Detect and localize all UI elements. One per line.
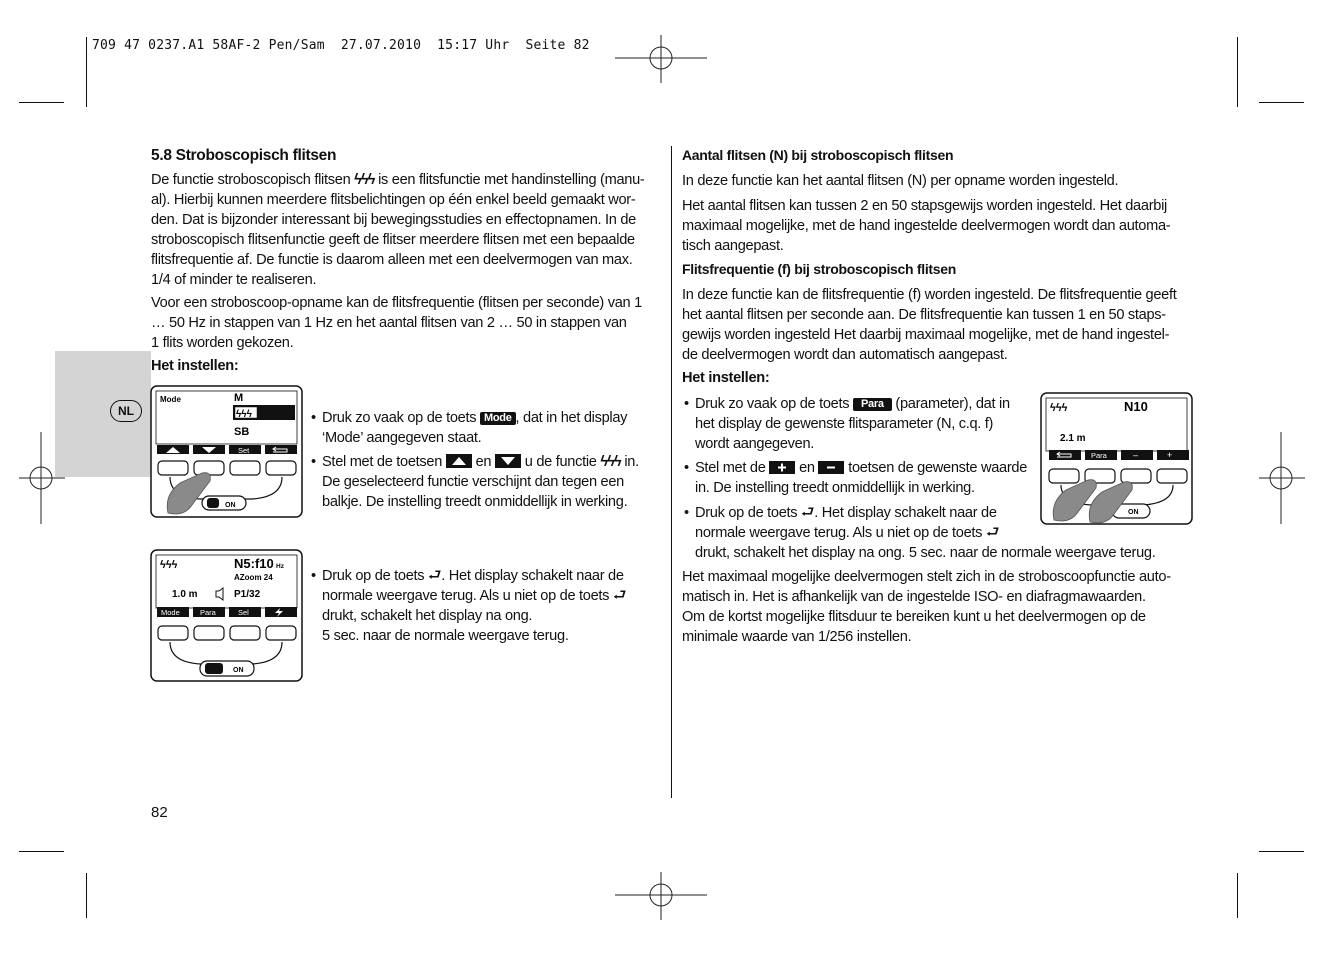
flash-display-normal [150,549,304,683]
display-key-plus: + [1167,450,1173,460]
page-number: 82 [151,804,168,821]
text: normale weergave terug. Als u niet op de toets [322,588,610,604]
text: normale weergave terug. Als u niet op de toets [695,525,983,541]
display-distance: 2.1 m [1060,433,1086,444]
display-m: M [234,392,244,404]
down-arrow-icon [495,454,521,468]
text: het display de gewenste flitsparameter (N, c.q. f) [695,416,994,432]
text: in. De instelling treedt onmiddellijk in werking. [695,480,975,496]
display-key-sel: Sel [238,608,249,617]
text-line: Voor een stroboscoop-opname kan de flitsfrequentie (flitsen per seconde) van 1 [151,295,642,311]
registration-mark-right [1259,432,1305,524]
display-hz: Hz [276,563,284,570]
text: Stel met de toetsen [322,454,443,470]
bullet-dot: • [311,410,316,426]
flash-display-mode [150,385,304,519]
text-line: maximaal mogelijke, met de hand ingestelde deelvermogen wordt dan automa- [682,218,1171,234]
subheading-het-instellen-right: Het instellen: [682,370,770,386]
bullet-return [311,566,662,646]
text-line: In deze functie kan de flitsfrequentie (f) worden ingesteld. De flitsfrequentie geeft [682,287,1177,303]
text: Stel met de [695,460,766,476]
text: en [475,454,492,470]
column-divider [671,146,672,798]
text: Druk zo vaak op de toets [322,410,477,426]
frequency-paragraph [151,293,666,353]
text: u de functie [524,454,597,470]
text: Druk zo vaak op de toets [695,396,850,412]
text-line: den. Dat is bijzonder interessant bij bewegingsstudies en effectopnamen. In de [151,212,637,228]
return-icon: ⮐ [612,587,627,604]
display-mode-label: Mode [160,395,181,404]
text-line: flitsfrequentie af. De functie is daarom alleen met een deelvermogen van max. [151,252,633,268]
bullet-dot: • [311,568,316,584]
display-distance: 1.0 m [172,589,198,600]
display-strobe: ϟϟϟ [236,409,252,420]
text: is een flitsfunctie met handinstelling (manu- [378,172,645,188]
text: Druk op de toets [322,568,425,584]
bullet-dot: • [684,505,689,521]
text-line: matisch in. Het is afhankelijk van de ingestelde ISO- en diafragmawaarden. [682,589,1146,605]
bullet-dot: • [311,454,316,470]
subheading-het-instellen: Het instellen: [151,358,239,374]
crop-mark [19,851,64,852]
display-key-para: Para [1091,451,1107,460]
display-azoom: AZoom 24 [234,573,273,582]
text-line: de deelvermogen wordt dan automatisch aangepast. [682,347,1008,363]
display-strobe: ϟϟϟ [1050,402,1068,414]
display-key-para: Para [200,608,216,617]
language-badge [110,400,142,422]
plus-icon [769,461,795,474]
return-icon: ⮐ [428,567,442,584]
text-line: Het aantal flitsen kan tussen 2 en 50 stapsgewijs worden ingesteld. Het daarbij [682,198,1167,214]
strobe-icon: ϟϟϟ [354,172,375,188]
display-set: Set [238,446,250,455]
text-line: … 50 Hz in stappen van 1 Hz en het aantal flitsen van 2 … 50 in stappen van [151,315,627,331]
bullet-dot: • [684,396,689,412]
bullet-dot: • [684,460,689,476]
flash-display-para [1040,392,1194,526]
display-strobe: ϟϟϟ [160,559,178,571]
subheading-flitsfrequentie: Flitsfrequentie (f) bij stroboscopisch flitsen [682,261,957,277]
text-line: Het maximaal mogelijke deelvermogen stelt zich in de stroboscoopfunctie auto- [682,569,1171,585]
strobe-icon: ϟϟϟ [600,454,621,470]
display-main: N10 [1124,399,1148,414]
text: drukt, schakelt het display na ong. [322,608,533,624]
paragraph-frequentie [682,285,1202,365]
text-line: Om de kortst mogelijke flitsduur te bereiken kunt u het deelvermogen op de [682,609,1146,625]
display-key-minus: – [1133,450,1139,460]
text: . Het display schakelt naar de [814,505,997,521]
text: balkje. De instelling treedt onmiddellijk in werking. [322,494,628,510]
subheading-aantal-flitsen: Aantal flitsen (N) bij stroboscopisch flitsen [682,147,954,163]
print-header: 709 47 0237.A1 58AF-2 Pen/Sam 27.07.2010 15:17 Uhr Seite 82 [92,38,590,53]
text-line: 1 flits worden gekozen. [151,335,294,351]
text: drukt, schakelt het display na ong. 5 sec. naar de normale weergave terug. [695,545,1156,561]
text-line: In deze functie kan het aantal flitsen (N) per opname worden ingesteld. [682,173,1119,189]
crop-mark [1237,37,1238,107]
text-line: tisch aangepast. [682,238,784,254]
up-arrow-icon [446,454,472,468]
crop-mark [86,873,87,918]
minus-icon [818,461,844,474]
crop-mark [1237,873,1238,918]
text-line: minimale waarde van 1/256 instellen. [682,629,912,645]
display-main: N5:f10 [234,556,274,571]
crop-mark [1259,851,1304,852]
registration-mark-bottom [615,872,707,920]
display-power: P1/32 [234,589,261,600]
paragraph-aantal-range [682,196,1197,256]
return-icon: ⮐ [985,524,1000,541]
display-on: ON [233,667,244,674]
bullet-plus-minus [684,458,1040,498]
display-on: ON [1128,509,1139,516]
text: ‘Mode’ aangegeven staat. [322,430,482,446]
para-key: Para [853,398,892,411]
paragraph-aantal [682,171,1197,191]
text-line: 1/4 of minder te realiseren. [151,272,317,288]
return-icon: ⮐ [801,504,815,521]
text: (parameter), dat in [895,396,1010,412]
mode-key: Mode [480,412,516,425]
display-key-mode: Mode [161,608,180,617]
section-title: 5.8 Stroboscopisch flitsen [151,147,337,164]
crop-mark [86,37,87,107]
text: wordt aangegeven. [695,436,815,452]
text: 5 sec. naar de normale weergave terug. [322,628,569,644]
text: , dat in het display [515,410,628,426]
crop-mark [1259,102,1304,103]
text-line: gewijs worden ingesteld Het daarbij maximaal mogelijke, met de hand ingestel- [682,327,1170,343]
bullet-select [311,452,662,512]
display-on: ON [225,502,236,509]
bullet-para [684,394,1040,454]
text-line: stroboscopisch flitsenfunctie geeft de flitser meerdere flitsen met een bepaalde [151,232,635,248]
crop-mark [19,102,64,103]
text: toetsen de gewenste waarde [848,460,1028,476]
display-sb: SB [234,426,250,438]
intro-paragraph [151,170,666,290]
text-line: al). Hierbij kunnen meerdere flitsbelichtingen op één enkel beeld gemaakt wor- [151,192,636,208]
bullet-mode [311,408,662,448]
text: Druk op de toets [695,505,798,521]
registration-mark-top [615,35,707,83]
text: De geselecteerd functie verschijnt dan tegen een [322,474,625,490]
text: en [799,460,815,476]
text-line: het aantal flitsen per seconde aan. De flitsfrequentie kan tussen 1 en 50 staps- [682,307,1166,323]
closing-paragraph [682,567,1197,647]
text: . Het display schakelt naar de [441,568,624,584]
text: De functie stroboscopisch flitsen [151,172,351,188]
language-label: NL [118,404,134,418]
text: in. [624,454,639,470]
